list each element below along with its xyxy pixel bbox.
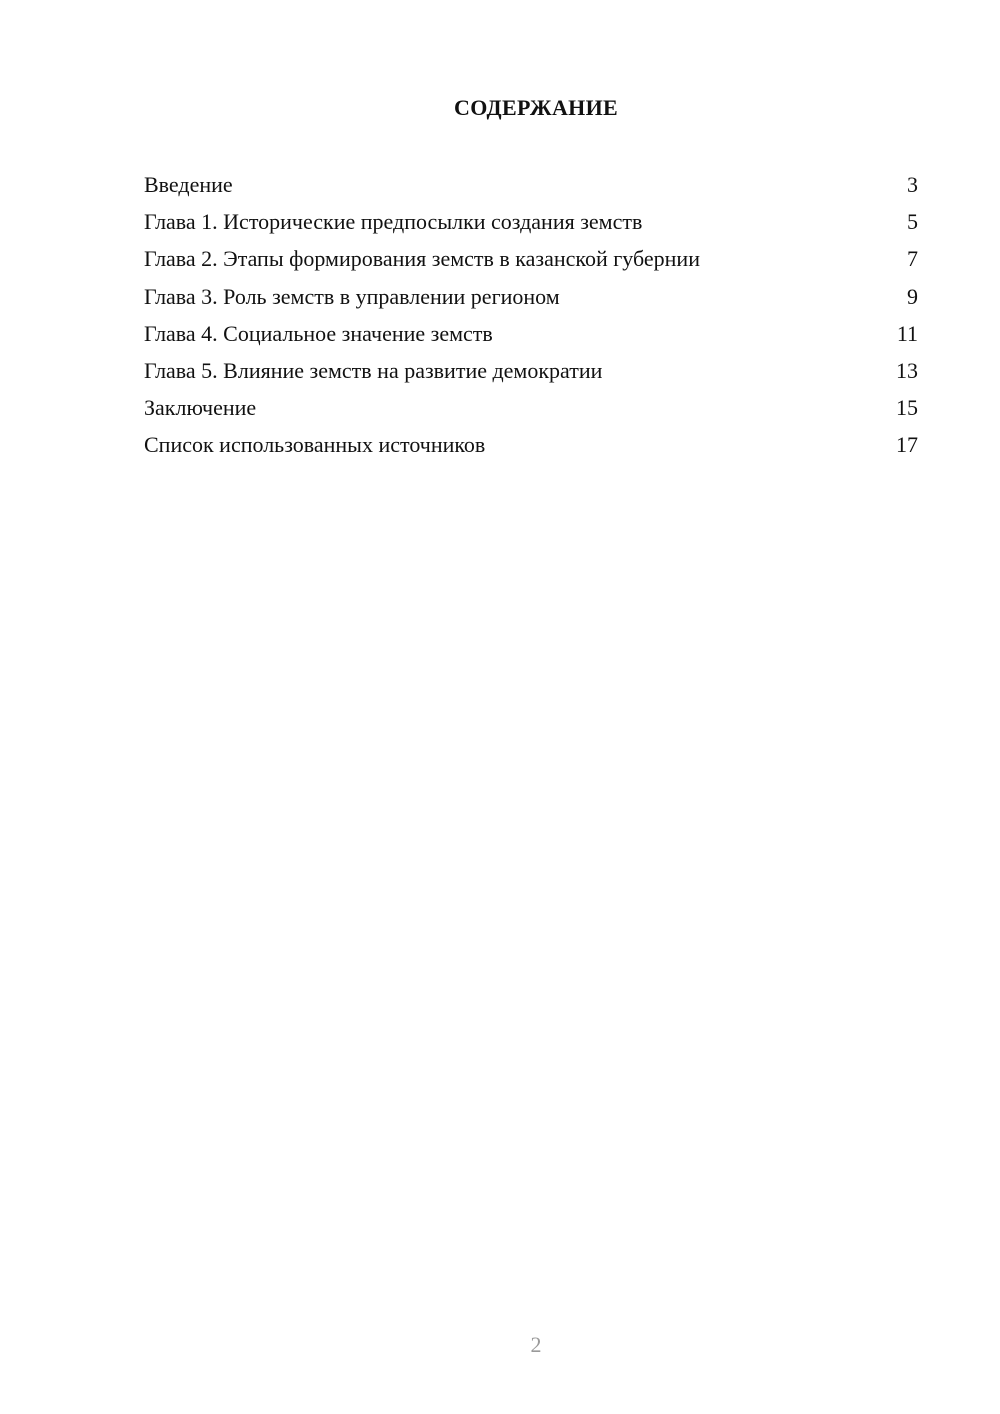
toc-entry-chapter-1[interactable] — [144, 205, 918, 242]
page-number: 2 — [530, 1332, 542, 1357]
toc-entry-label: Введение — [144, 172, 233, 197]
toc-entry-label: Глава 2. Этапы формирования земств в казанской губернии — [144, 246, 700, 272]
toc-entry-conclusion[interactable] — [144, 391, 918, 428]
toc-entry-introduction[interactable] — [144, 168, 918, 205]
toc-entry-page: 15 — [896, 395, 918, 421]
toc-entry-label: Глава 1. Исторические предпосылки создания земств — [144, 209, 643, 235]
toc-entry-page: 13 — [896, 357, 918, 383]
toc-entry-chapter-2[interactable] — [144, 242, 918, 279]
toc-entry-label: Список использованных источников — [144, 432, 486, 458]
toc-entry-page: 3 — [907, 172, 918, 197]
toc-entry-page: 7 — [907, 246, 918, 272]
toc-entry-chapter-4[interactable] — [144, 317, 918, 354]
toc-entry-page: 17 — [896, 432, 918, 458]
toc-title: СОДЕРЖАНИЕ — [454, 95, 618, 120]
toc-entry-label: Глава 3. Роль земств в управлении регионом — [144, 283, 560, 309]
toc-entry-chapter-3[interactable] — [144, 280, 918, 317]
toc-entry-chapter-5[interactable] — [144, 354, 918, 391]
toc-entry-page: 5 — [907, 209, 918, 235]
toc-entry-page: 9 — [907, 283, 918, 309]
toc-entry-references[interactable] — [144, 428, 918, 465]
toc-entry-label: Глава 5. Влияние земств на развитие демократии — [144, 357, 603, 383]
toc-entry-label: Заключение — [144, 395, 257, 421]
toc-entry-page: 11 — [896, 320, 918, 346]
table-of-contents — [144, 168, 918, 466]
toc-entry-label: Глава 4. Социальное значение земств — [144, 320, 493, 346]
